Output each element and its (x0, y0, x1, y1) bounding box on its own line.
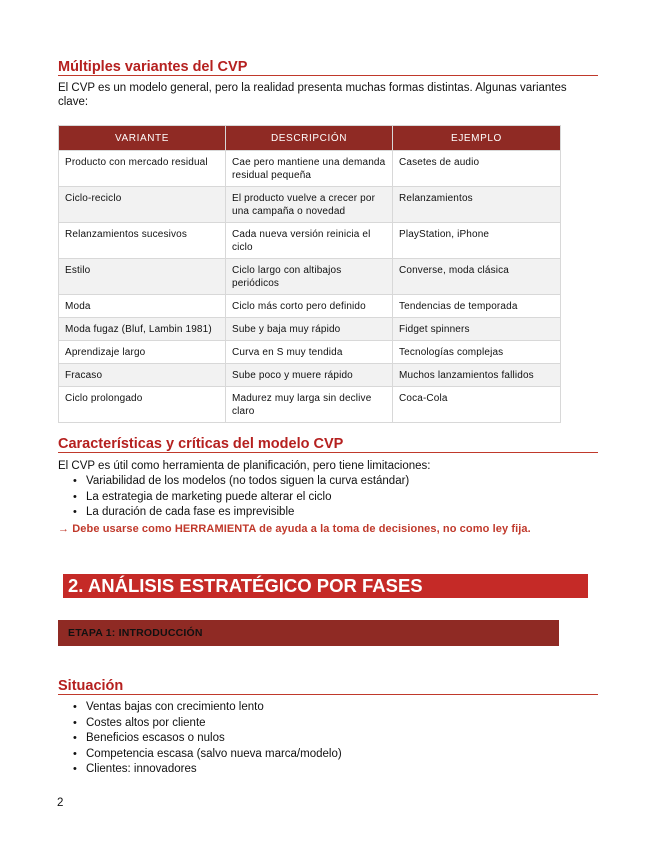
page-number: 2 (57, 797, 64, 809)
table-cell: Moda fugaz (Bluf, Lambin 1981) (59, 318, 226, 341)
table-cell: Cada nueva versión reinicia el ciclo (226, 223, 393, 259)
table-row (59, 318, 561, 341)
table-cell: Converse, moda clásica (393, 259, 561, 295)
list-item: • Costes altos por cliente (58, 716, 588, 732)
list-item: • Competencia escasa (salvo nueva marca/modelo) (58, 747, 588, 763)
table-cell: Ciclo prolongado (59, 387, 226, 423)
table-cell: Ciclo largo con altibajos periódicos (226, 259, 393, 295)
table-cell: Ciclo más corto pero definido (226, 295, 393, 318)
list-item: • Clientes: innovadores (58, 762, 588, 778)
table-cell: Aprendizaje largo (59, 341, 226, 364)
list-item: • La duración de cada fase es imprevisible (58, 505, 588, 521)
table-row (59, 151, 561, 187)
table-row (59, 364, 561, 387)
table-row (59, 387, 561, 423)
table-cell: Cae pero mantiene una demanda residual pequeña (226, 151, 393, 187)
list-item: • Ventas bajas con crecimiento lento (58, 700, 588, 716)
table-cell: Estilo (59, 259, 226, 295)
list-item: • La estrategia de marketing puede alterar el ciclo (58, 490, 588, 506)
limitations-list (58, 474, 588, 521)
table-cell: Fracaso (59, 364, 226, 387)
list-item: • Variabilidad de los modelos (no todos siguen la curva estándar) (58, 474, 588, 490)
section-title-situacion: Situación (58, 678, 124, 694)
section-intro: El CVP es un modelo general, pero la realidad presenta muchas formas distintas. Algunas variantes clave: (58, 82, 567, 108)
list-item: • Beneficios escasos o nulos (58, 731, 588, 747)
table-cell: Fidget spinners (393, 318, 561, 341)
section-rule (58, 694, 598, 695)
table-row (59, 223, 561, 259)
table-cell: Relanzamientos (393, 187, 561, 223)
table-row (59, 341, 561, 364)
table-cell: PlayStation, iPhone (393, 223, 561, 259)
conclusion-note: → Debe usarse como HERRAMIENTA de ayuda a la toma de decisiones, no como ley fija. (58, 523, 531, 535)
table-row (59, 259, 561, 295)
table-row (59, 295, 561, 318)
table-cell: Curva en S muy tendida (226, 341, 393, 364)
table-cell: Tecnologías complejas (393, 341, 561, 364)
situation-list (58, 700, 588, 778)
chapter-banner: 2. ANÁLISIS ESTRATÉGICO POR FASES (63, 574, 588, 598)
section-rule (58, 452, 598, 453)
table-cell: Producto con mercado residual (59, 151, 226, 187)
section-rule (58, 75, 598, 76)
table-header-variante: VARIANTE (59, 126, 226, 151)
table-row (59, 187, 561, 223)
section-title-caracteristicas: Características y críticas del modelo CVP (58, 436, 344, 452)
variants-table (58, 125, 561, 423)
table-cell: Ciclo-reciclo (59, 187, 226, 223)
table-header-row (59, 126, 561, 151)
table-cell: Casetes de audio (393, 151, 561, 187)
table-cell: Muchos lanzamientos fallidos (393, 364, 561, 387)
table-header-ejemplo: EJEMPLO (393, 126, 561, 151)
section-intro: El CVP es útil como herramienta de planificación, pero tiene limitaciones: (58, 460, 431, 472)
stage-banner: ETAPA 1: INTRODUCCIÓN (58, 620, 559, 646)
section-title-variantes: Múltiples variantes del CVP (58, 59, 248, 75)
table-cell: Sube y baja muy rápido (226, 318, 393, 341)
table-cell: Sube poco y muere rápido (226, 364, 393, 387)
table-cell: El producto vuelve a crecer por una campaña o novedad (226, 187, 393, 223)
table-header-descripcion: DESCRIPCIÓN (226, 126, 393, 151)
table-cell: Coca-Cola (393, 387, 561, 423)
table-cell: Relanzamientos sucesivos (59, 223, 226, 259)
table-cell: Moda (59, 295, 226, 318)
table-cell: Tendencias de temporada (393, 295, 561, 318)
table-cell: Madurez muy larga sin declive claro (226, 387, 393, 423)
